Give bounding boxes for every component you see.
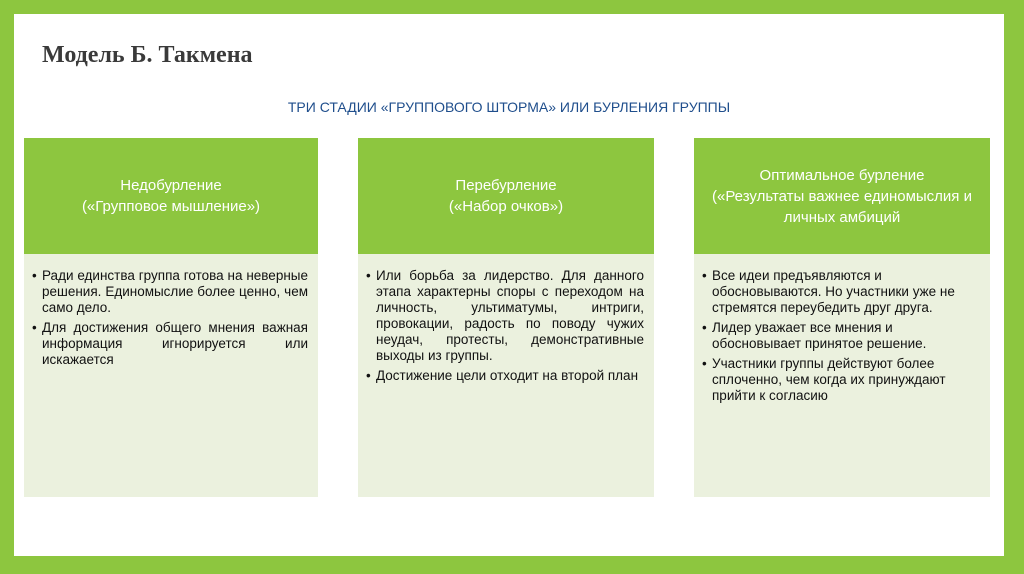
bullet-list — [366, 268, 644, 384]
slide — [14, 14, 1004, 556]
column-body — [694, 254, 990, 497]
list-item: • Все идеи предъявляются и обосновываются. Но участники уже не стремятся переубедить друг друга. — [702, 268, 980, 316]
column-header — [358, 138, 654, 254]
list-item: • Ради единства группа готова на неверные решения. Единомыслие более ценно, чем само дело. — [32, 268, 308, 316]
column-optimal — [694, 138, 990, 497]
column-subtitle: («Набор очков») — [448, 198, 564, 215]
column-underheating — [24, 138, 318, 497]
bullet-list — [32, 268, 308, 368]
list-item: • Участники группы действуют более сплоченно, чем когда их принуждают прийти к согласию — [702, 356, 980, 404]
column-subtitle: («Групповое мышление») — [81, 198, 261, 215]
slide-title: Модель Б. Такмена — [42, 42, 253, 68]
list-item: • Достижение цели отходит на второй план — [366, 368, 644, 384]
column-header — [694, 138, 990, 254]
column-title: Недобурление — [120, 177, 222, 194]
column-body — [358, 254, 654, 497]
column-title: Оптимальное бурление — [759, 166, 925, 184]
list-item: • Лидер уважает все мнения и обосновывает принятое решение. — [702, 320, 980, 352]
bullet-list — [702, 268, 980, 404]
slide-subtitle: ТРИ СТАДИИ «ГРУППОВОГО ШТОРМА» ИЛИ БУРЛЕНИЯ ГРУППЫ — [287, 99, 731, 115]
column-title: Перебурление — [455, 177, 557, 194]
column-subtitle: («Результаты важнее единомыслия и личных амбиций — [712, 187, 972, 226]
column-overheating — [358, 138, 654, 497]
column-body — [24, 254, 318, 497]
list-item: • Для достижения общего мнения важная информация игнорируется или искажается — [32, 320, 308, 368]
column-header — [24, 138, 318, 254]
list-item: • Или борьба за лидерство. Для данного этапа характерны споры с переходом на личность, ультиматумы, интриги, провокации, радость по поводу чужих неудач, протесты, демонстративные выходы из группы. — [366, 268, 644, 364]
